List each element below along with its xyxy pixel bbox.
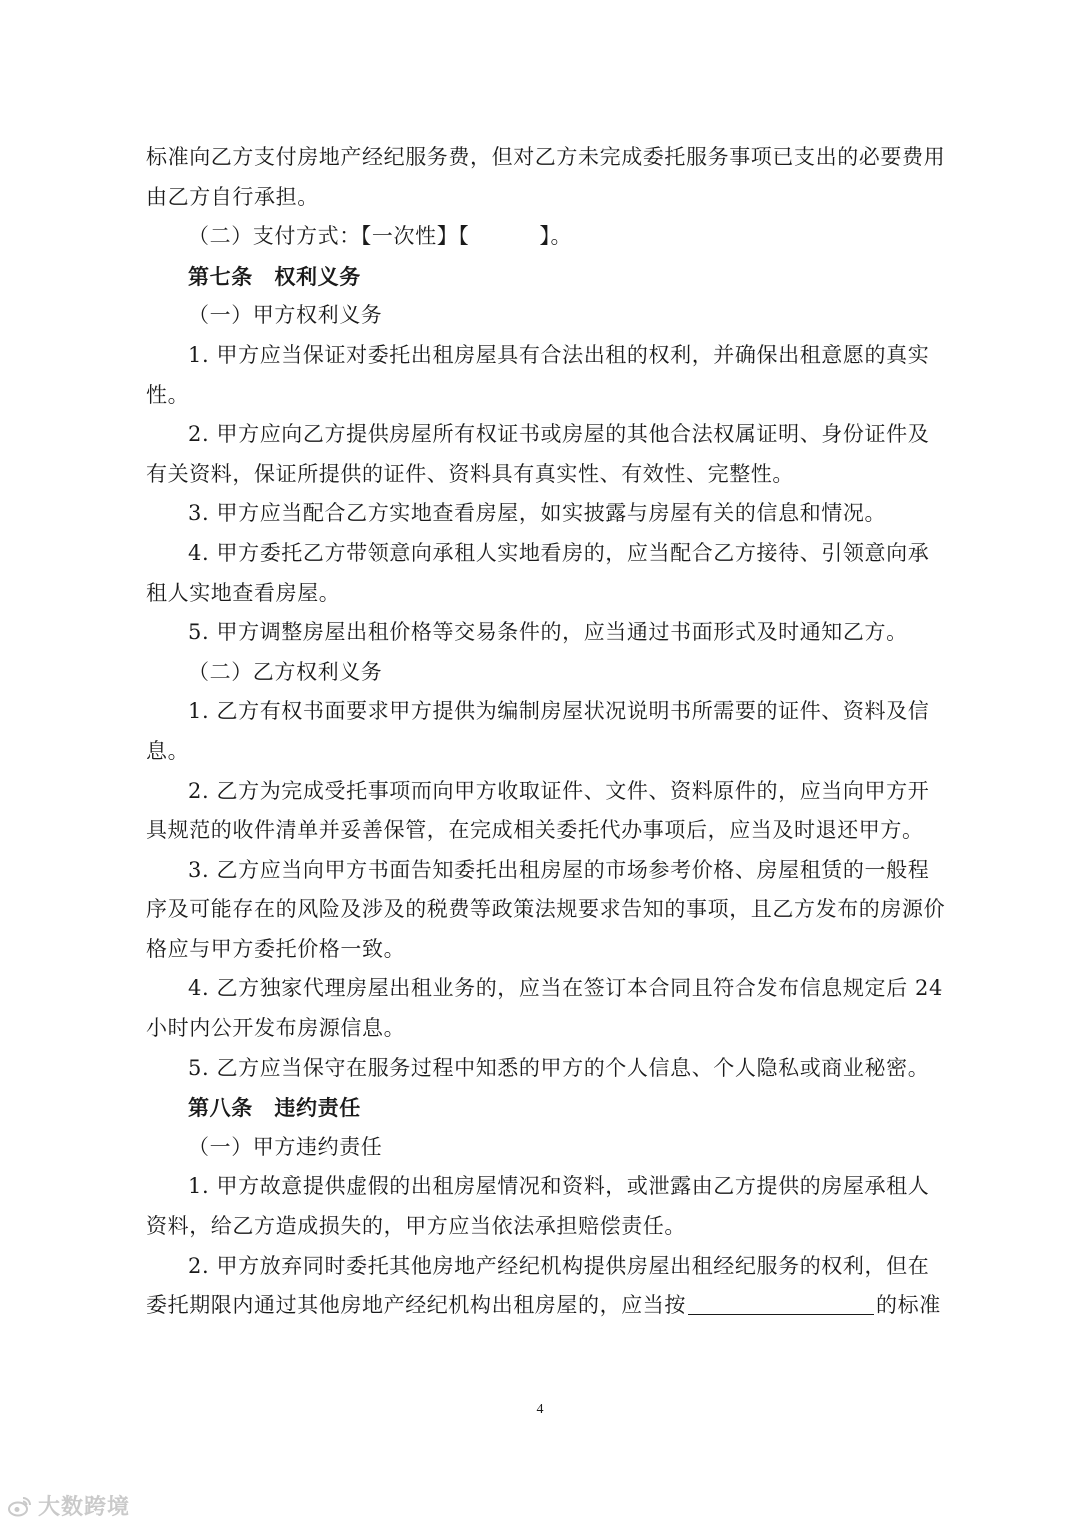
article-heading <box>146 1088 946 1128</box>
article-heading <box>146 257 946 297</box>
line-text: 标准向乙方支付房地产经纪服务费，但对乙方未完成委托服务事项已支出的必要费用 <box>146 145 946 169</box>
line-text: 2. 甲方应向乙方提供房屋所有权证书或房屋的其他合法权属证明、身份证件及 <box>188 422 930 447</box>
text-line <box>146 1247 946 1287</box>
line-text: 息。 <box>146 738 190 763</box>
text-line <box>146 890 946 930</box>
line-text: 4. 乙方独家代理房屋出租业务的，应当在签订本合同且符合发布信息规定后 24 <box>188 976 943 1001</box>
line-text: 小时内公开发布房源信息。 <box>146 1016 406 1041</box>
text-line <box>146 455 946 495</box>
line-text: 2. 甲方放弃同时委托其他房地产经纪机构提供房屋出租经纪服务的权利，但在 <box>188 1253 930 1278</box>
line-text: 具规范的收件清单并妥善保管，在完成相关委托代办事项后，应当及时退还甲方。 <box>146 818 924 843</box>
fill-in-blank[interactable] <box>688 1294 874 1315</box>
text-line <box>146 1207 946 1247</box>
document-body <box>146 138 946 1326</box>
line-text: 有关资料，保证所提供的证件、资料具有真实性、有效性、完整性。 <box>146 461 794 486</box>
line-text: 租人实地查看房屋。 <box>146 580 341 605</box>
text-line <box>146 772 946 812</box>
line-text: （二）支付方式：【一次性】【 <box>188 224 470 249</box>
line-text: 委托期限内通过其他房地产经纪机构出租房屋的，应当按 <box>146 1293 686 1318</box>
watermark <box>8 1490 130 1521</box>
line-text: 5. 乙方应当保守在服务过程中知悉的甲方的个人信息、个人隐私或商业秘密。 <box>188 1055 930 1080</box>
text-line <box>146 613 946 653</box>
line-text: （一）甲方权利义务 <box>188 303 383 328</box>
text-line <box>146 217 946 257</box>
text-line <box>146 732 946 772</box>
watermark-text: 大数跨境 <box>38 1495 131 1520</box>
line-text: （一）甲方违约责任 <box>188 1134 383 1159</box>
weibo-logo-icon <box>8 1495 32 1517</box>
text-line <box>146 1009 946 1049</box>
line-text-after: 的标准 <box>876 1293 941 1318</box>
line-text: 3. 甲方应当配合乙方实地查看房屋，如实披露与房屋有关的信息和情况。 <box>188 501 887 526</box>
text-line <box>146 494 946 534</box>
line-text: 1. 甲方故意提供虚假的出租房屋情况和资料，或泄露由乙方提供的房屋承租人 <box>188 1174 930 1199</box>
line-text: 由乙方自行承担。 <box>146 184 319 209</box>
text-line <box>146 376 946 416</box>
text-line <box>146 178 946 218</box>
text-line <box>146 692 946 732</box>
line-text: 2. 乙方为完成受托事项而向甲方收取证件、文件、资料原件的，应当向甲方开 <box>188 778 930 803</box>
line-text: 性。 <box>146 382 190 407</box>
page-number: 4 <box>536 1402 544 1417</box>
text-line <box>146 1049 946 1089</box>
line-text: 格应与甲方委托价格一致。 <box>146 936 406 961</box>
text-line <box>146 851 946 891</box>
line-text: 序及可能存在的风险及涉及的税费等政策法规要求告知的事项，且乙方发布的房源价 <box>146 897 946 922</box>
text-line <box>146 930 946 970</box>
text-line <box>146 138 946 178</box>
text-line <box>146 574 946 614</box>
text-line <box>146 653 946 693</box>
line-text: （二）乙方权利义务 <box>188 659 383 684</box>
text-line <box>146 1128 946 1168</box>
text-line <box>146 534 946 574</box>
text-line <box>146 296 946 336</box>
line-text: 1. 乙方有权书面要求甲方提供为编制房屋状况说明书所需要的证件、资料及信 <box>188 699 930 724</box>
text-line <box>146 415 946 455</box>
line-text-after: 】。 <box>539 224 573 249</box>
line-text: 5. 甲方调整房屋出租价格等交易条件的，应当通过书面形式及时通知乙方。 <box>188 620 908 645</box>
line-text: 1. 甲方应当保证对委托出租房屋具有合法出租的权利，并确保出租意愿的真实 <box>188 342 930 367</box>
line-text: 资料，给乙方造成损失的，甲方应当依法承担赔偿责任。 <box>146 1214 686 1239</box>
line-text: 4. 甲方委托乙方带领意向承租人实地看房的，应当配合乙方接待、引领意向承 <box>188 540 930 565</box>
text-line <box>146 969 946 1009</box>
text-line <box>146 1167 946 1207</box>
line-text: 第七条 权利义务 <box>188 263 361 289</box>
text-line <box>146 811 946 851</box>
line-text: 第八条 违约责任 <box>188 1095 361 1121</box>
text-line <box>146 336 946 376</box>
text-line <box>146 1286 946 1326</box>
line-text: 3. 乙方应当向甲方书面告知委托出租房屋的市场参考价格、房屋租赁的一般程 <box>188 857 930 882</box>
